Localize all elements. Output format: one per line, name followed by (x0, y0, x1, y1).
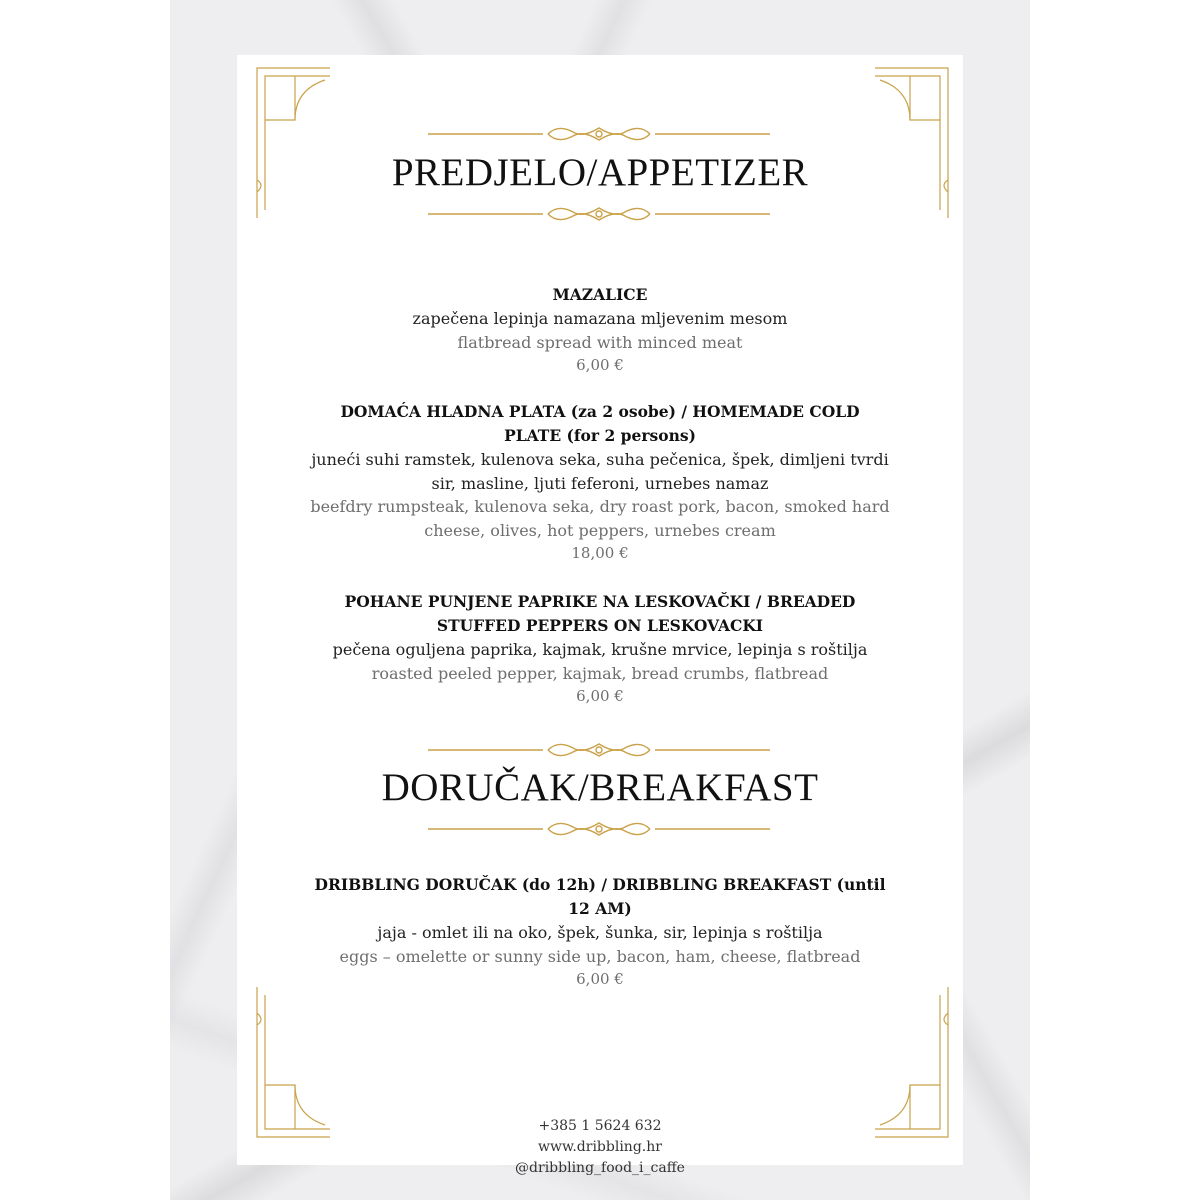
item-description-local: pečena oguljena paprika, kajmak, krušne mrvice, lepinja s roštilja (332, 640, 868, 659)
item-price: 6,00 € (576, 356, 624, 374)
ornamental-divider (428, 202, 770, 226)
item-name: MAZALICE (552, 285, 648, 304)
item-name: DRIBBLING DORUČAK (do 12h) / DRIBBLING BREAKFAST (until 12 AM) (314, 875, 886, 918)
ornamental-divider (428, 738, 770, 762)
item-price: 6,00 € (576, 970, 624, 988)
item-description-en: flatbread spread with minced meat (457, 332, 743, 352)
item-description-en: eggs – omelette or sunny side up, bacon, ham, cheese, flatbread (339, 946, 861, 966)
menu-item (310, 283, 890, 378)
item-description-local: zapečena lepinja namazana mljevenim mesom (412, 309, 788, 328)
item-price: 6,00 € (576, 687, 624, 705)
corner-ornament-top-left (255, 60, 335, 220)
social-handle[interactable]: @dribbling_food_i_caffe (515, 1160, 685, 1176)
item-description-local: jaja - omlet ili na oko, špek, šunka, sir, lepinja s roštilja (377, 923, 823, 942)
contact-info (237, 1116, 963, 1179)
corner-ornament-top-right (870, 60, 950, 220)
item-description-en: beefdry rumpsteak, kulenova seka, dry roast pork, bacon, smoked hard cheese, olives, hot peppers, urnebes cream (310, 497, 890, 540)
menu-item (310, 400, 890, 566)
website-link[interactable]: www.dribbling.hr (538, 1139, 662, 1155)
item-description-local: juneći suhi ramstek, kulenova seka, suha pečenica, špek, dimljeni tvrdi sir, masline, ljuti feferoni, urnebes namaz (311, 450, 889, 493)
ornamental-divider (428, 122, 770, 146)
menu-item (310, 590, 890, 709)
section-heading-breakfast: DORUČAK/BREAKFAST (381, 766, 819, 809)
item-name: DOMAĆA HLADNA PLATA (za 2 osobe) / HOMEMADE COLD PLATE (for 2 persons) (340, 402, 860, 445)
item-price: 18,00 € (571, 544, 629, 562)
ornamental-divider (428, 817, 770, 841)
phone-number: +385 1 5624 632 (538, 1118, 662, 1134)
item-name: POHANE PUNJENE PAPRIKE NA LESKOVAČKI / BREADED STUFFED PEPPERS ON LESKOVACKI (344, 592, 856, 635)
item-description-en: roasted peeled pepper, kajmak, bread crumbs, flatbread (371, 663, 829, 683)
section-heading-appetizer: PREDJELO/APPETIZER (391, 151, 809, 194)
menu-item (310, 873, 890, 992)
